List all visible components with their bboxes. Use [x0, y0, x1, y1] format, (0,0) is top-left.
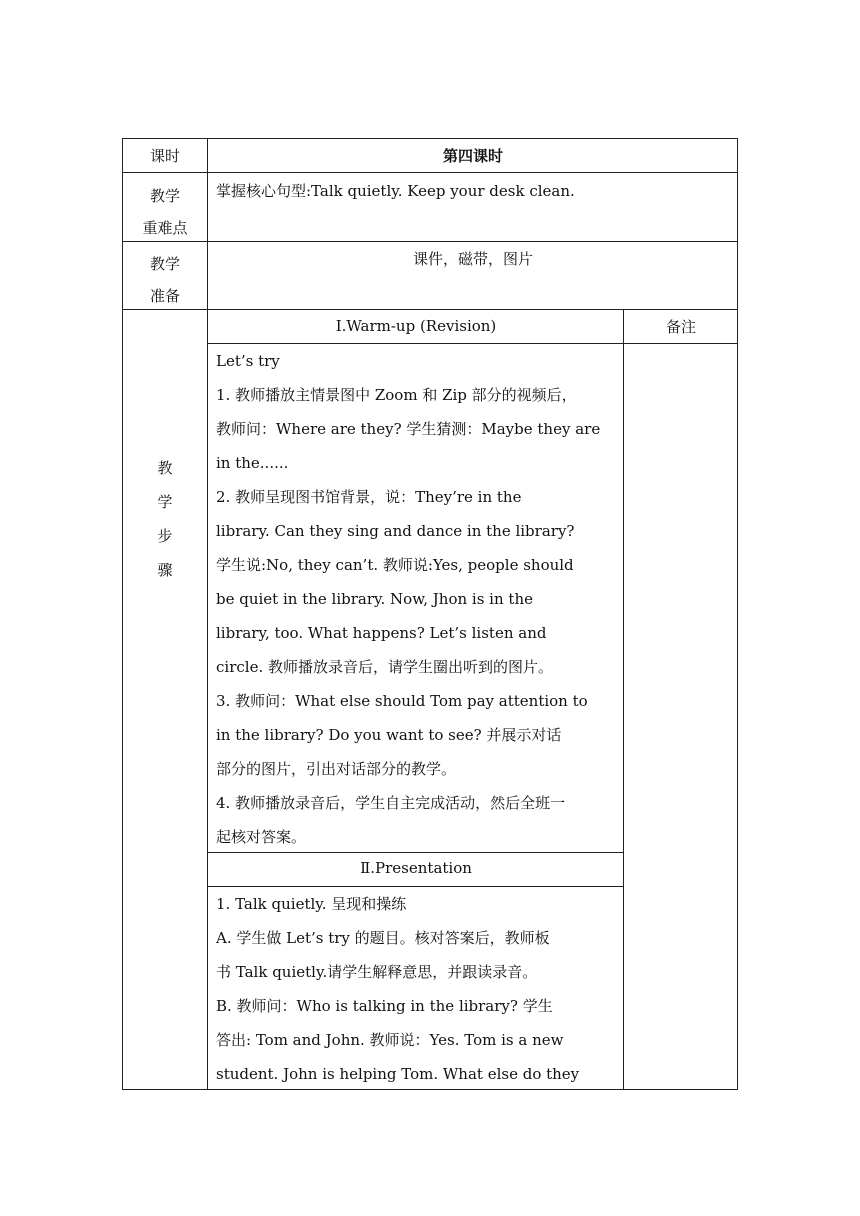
content-line: 1. 教师播放主情景图中 Zoom 和 Zip 部分的视频后， — [216, 386, 577, 404]
period-value: 第四课时 — [442, 147, 503, 165]
content-line: 书 Talk quietly.请学生解释意思，并跟读录音。 — [216, 963, 538, 981]
content-line: A. 学生做 Let’s try 的题目。核对答案后，教师板 — [216, 929, 550, 947]
preparation-label-line2: 准备 — [149, 287, 180, 305]
content-line: student. John is helping Tom. What else do they — [216, 1065, 580, 1083]
content-line: circle. 教师播放录音后，请学生圈出听到的图片。 — [216, 658, 553, 676]
key-points-value: 掌握核心句型:Talk quietly. Keep your desk clean. — [216, 182, 575, 200]
content-line: Let’s try — [216, 352, 280, 370]
content-line: 1. Talk quietly. 呈现和操练 — [216, 895, 407, 913]
steps-label — [122, 451, 208, 587]
steps-label-char: 步 — [157, 527, 173, 545]
section-title-presentation: Ⅱ.Presentation — [360, 859, 472, 877]
table-rule — [122, 309, 738, 310]
content-line: 学生说:No, they can’t. 教师说:Yes, people should — [216, 556, 574, 574]
preparation-value: 课件，磁带，图片 — [412, 250, 533, 268]
content-line: 教师问：Where are they? 学生猜测：Maybe they are — [216, 420, 601, 438]
content-line: library, too. What happens? Let’s listen and — [216, 624, 547, 642]
key-points-label-line2: 重难点 — [142, 219, 188, 237]
content-line: 部分的图片，引出对话部分的教学。 — [216, 760, 457, 778]
steps-label-char: 骤 — [157, 561, 173, 579]
content-line: 答出: Tom and John. 教师说：Yes. Tom is a new — [216, 1031, 564, 1049]
warmup-content — [216, 344, 616, 854]
preparation-label — [122, 248, 208, 312]
section-title-warmup: Ⅰ.Warm-up (Revision) — [335, 317, 497, 335]
presentation-content — [216, 887, 616, 1091]
content-line: be quiet in the library. Now, Jhon is in the — [216, 590, 533, 608]
content-line: 4. 教师播放录音后，学生自主完成活动，然后全班一 — [216, 794, 566, 812]
key-points-label-line1: 教学 — [149, 187, 180, 205]
content-line: library. Can they sing and dance in the library? — [216, 522, 575, 540]
table-rule — [122, 172, 738, 173]
steps-label-char: 教 — [157, 459, 173, 477]
steps-label-char: 学 — [157, 493, 173, 511]
content-line: 起核对答案。 — [216, 828, 307, 846]
preparation-label-line1: 教学 — [149, 255, 180, 273]
table-rule — [623, 309, 624, 1090]
period-label: 课时 — [149, 147, 180, 165]
notes-header: 备注 — [665, 318, 696, 336]
content-line: B. 教师问：Who is talking in the library? 学生 — [216, 997, 553, 1015]
content-line: in the library? Do you want to see? 并展示对话 — [216, 726, 562, 744]
content-line: in the...... — [216, 454, 289, 472]
content-line: 2. 教师呈现图书馆背景，说：They’re in the — [216, 488, 522, 506]
key-points-label — [122, 180, 208, 244]
table-rule — [122, 241, 738, 242]
content-line: 3. 教师问：What else should Tom pay attention to — [216, 692, 588, 710]
